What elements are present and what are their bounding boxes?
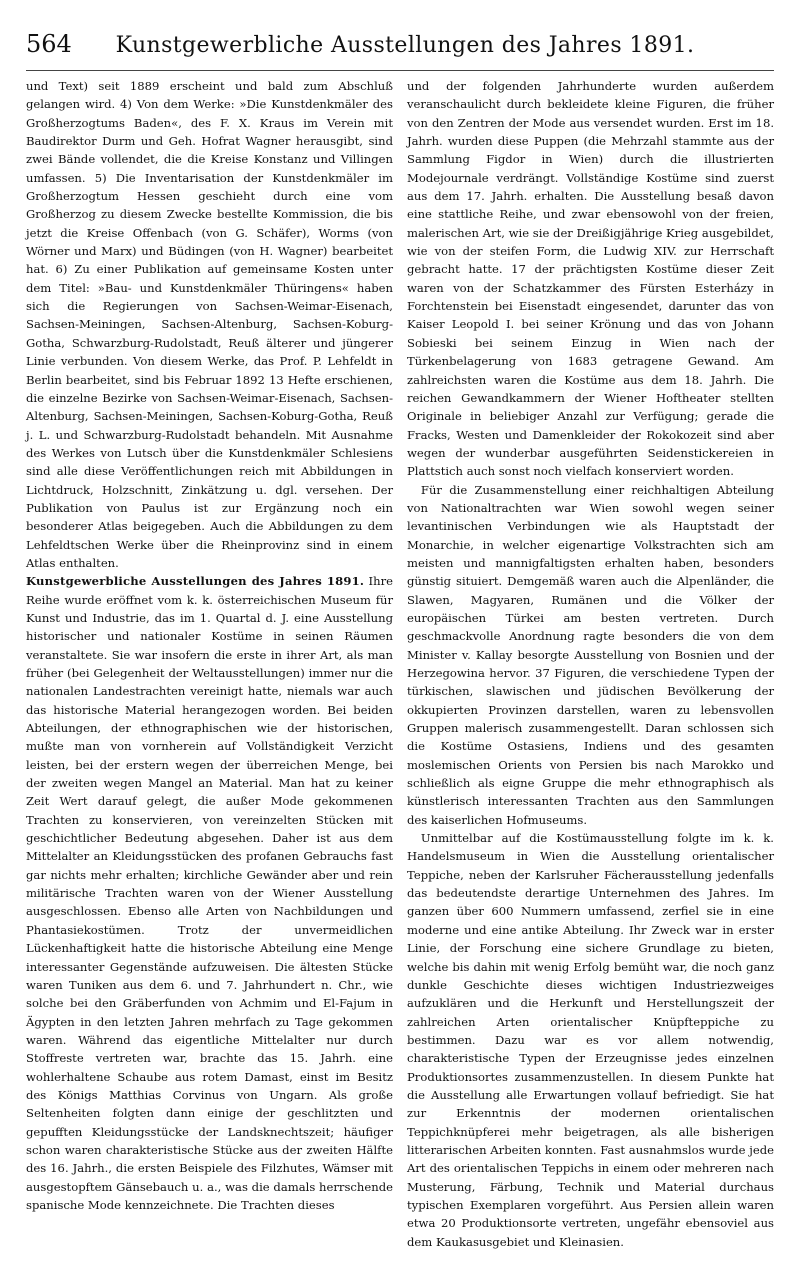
paragraph: Unmittelbar auf die Kostümausstellung folgte im k. k. Handelsmuseum in Wien die Ausstellung orientalischer Teppiche, neben der Karlsruher Fächerausstellung jedenfalls das bedeutendste derartige Unternehmen des Jahres. Im ganzen über 600 Nummern umfassend, zerfiel sie in eine moderne und eine antike Abteilung. Ihr Zweck war in erster Linie, der Forschung eine sichere Grundlage zu bieten, welche bis dahin mit wenig Erfolg bemüht war, die noch ganz dunkle Geschichte dieses wichtigen Industriezweiges aufzuklären und die Herkunft und Herstellungszeit der zahlreichen Arten orientalischer Knüpfteppiche zu bestimmen. Dazu war es vor allem notwendig, charakteristische Typen der Erzeugnisse jedes einzelnen Produktionsortes zusammenzustellen. In diesem Punkte hat die Ausstellung alle Erwartungen vollauf befriedigt. Sie hat zur Erkenntnis der modernen orientalischen Teppichknüpferei mehr beigetragen, als alle bisherigen litterarischen Arbeiten konnten. Fast ausnahmslos wurde jede Art des orientalischen Teppichs in einem oder mehreren nach Musterung, Färbung, Technik und Material durchaus typischen Exemplaren vorgeführt. Aus Persien allein waren etwa 20 Produktionsorte vertreten, ungefähr ebensoviel aus dem Kaukasusgebiet und Kleinasien. xyxy=(407,831,774,1249)
paragraph: Für die Zusammenstellung einer reichhaltigen Abteilung von Nationaltrachten war Wien sowohl wegen seiner levantinischen Verbindungen wie als Hauptstadt der Monarchie, in welcher eigenartige Volkstrachten sich am meisten und mannigfaltigsten erhalten haben, besonders günstig situiert. Demgemäß waren auch die Alpenländer, die Slawen, Magyaren, Rumänen und die Völker der europäischen Türkei am besten vertreten. Durch geschmackvolle Anordnung ragte besonders die von dem Minister v. Kallay besorgte Ausstellung von Bosnien und der Herzegowina hervor. 37 Figuren, die verschiedene Typen der türkischen, slawischen und jüdischen Bevölkerung der okkupierten Provinzen darstellen, waren zu lebensvollen Gruppen malerisch zusammengestellt. Daran schlossen sich die Kostüme Ostasiens, Indiens und des gesamten moslemischen Orients von Persien bis nach Marokko und schließlich als eigne Gruppe die mehr ethnographisch als künstlerisch interessanten Trachten aus den Sammlungen des kaiserlichen Hofmuseums. xyxy=(407,482,774,827)
right-column xyxy=(407,77,774,1251)
section-heading: Kunstgewerbliche Ausstellungen des Jahres 1891. xyxy=(26,574,365,589)
section-paragraph xyxy=(26,572,393,1214)
paragraph-text: Ihre Reihe wurde eröffnet vom k. k. österreichischen Museum für Kunst und Industrie, das im 1. Quartal d. J. eine Ausstellung historischer und nationaler Kostüme in seinen Räumen veranstaltete. Sie war insofern die erste in ihrer Art, als man früher (bei Gelegenheit der Weltausstellungen) immer nur die nationalen Landestrachten vereinigt hatte, niemals war auch das historische Material herangezogen worden. Bei beiden Abteilungen, der ethnographischen wie der historischen, mußte man von vornherein auf Vollständigkeit Verzicht leisten, bei der erstern wegen der überreichen Menge, bei der zweiten wegen Mangel an Material. Man hat zu keiner Zeit Wert darauf gelegt, die außer Mode gekommenen Trachten zu konservieren, von vereinzelten Stücken mit geschichtlicher Bedeutung abgesehen. Daher ist aus dem Mittelalter an Kleidungsstücken des profanen Gebrauchs fast gar nichts mehr erhalten; kirchliche Gewänder aber und rein militärische Trachten waren von der Wiener Ausstellung ausgeschlossen. Ebenso alle Arten von Nachbildungen und Phantasiekostümen. Trotz der unvermeidlichen Lückenhaftigkeit hatte die historische Abteilung eine Menge interessanter Gegenstände aufzuweisen. Die ältesten Stücke waren Tuniken aus dem 6. und 7. Jahrhundert n. Chr., wie solche bei den Gräberfunden von Achmim und El-Fajum in Ägypten in den letzten Jahren mehrfach zu Tage gekommen waren. Während das eigentliche Mittelalter nur durch Stoffreste vertreten war, brachte das 15. Jahrh. eine wohlerhaltene Schaube aus rotem Damast, einst im Besitz des Königs Matthias Corvinus von Ungarn. Als große Seltenheiten folgten dann einige der geschlitzten und gepufften Kleidungsstücke der Landsknechtszeit; häufiger schon waren charakteristische Stücke aus der zweiten Hälfte des 16. Jahrh., die ersten Beispiele des Filzhutes, Wämser mit ausgestopftem Gänsebauch u. a., was die damals herrschende spanische Mode kennzeichnete. Die Trachten dieses xyxy=(26,574,393,1212)
page-number: 564 xyxy=(26,30,72,58)
paragraph: und Text) seit 1889 erscheint und bald zum Abschluß gelangen wird. 4) Von dem Werke: »Die Kunstdenkmäler des Großherzogtums Baden«, des F. X. Kraus im Verein mit Baudirektor Durm und Geh. Hofrat Wagner herausgibt, sind zwei Bände vollendet, die die Kreise Konstanz und Villingen umfassen. 5) Die Inventarisation der Kunstdenkmäler im Großherzogtum Hessen geschieht durch eine vom Großherzog zu diesem Zwecke bestellte Kommission, die bis jetzt die Kreise Offenbach (von G. Schäfer), Worms (von Wörner und Marx) und Büdingen (von H. Wagner) bearbeitet hat. 6) Zu einer Publikation auf gemeinsame Kosten unter dem Titel: »Bau- und Kunstdenkmäler Thüringens« haben sich die Regierungen von Sachsen-Weimar-Eisenach, Sachsen-Meiningen, Sachsen-Altenburg, Sachsen-Koburg-Gotha, Schwarzburg-Rudolstadt, Reuß älterer und jüngerer Linie verbunden. Von diesem Werke, das Prof. P. Lehfeldt in Berlin bearbeitet, sind bis Februar 1892 13 Hefte erschienen, die einzelne Bezirke von Sachsen-Weimar-Eisenach, Sachsen-Altenburg, Sachsen-Meiningen, Sachsen-Koburg-Gotha, Reuß j. L. und Schwarzburg-Rudolstadt behandeln. Mit Ausnahme des Werkes von Lutsch über die Kunstdenkmäler Schlesiens sind alle diese Veröffentlichungen reich mit Abbildungen in Lichtdruck, Holzschnitt, Zinkätzung u. dgl. versehen. Der Publikation von Paulus ist zur Ergänzung noch ein besonderer Atlas beigegeben. Auch die Abbildungen zu dem Lehfeldtschen Werke über die Rheinprovinz sind in einem Atlas enthalten. xyxy=(26,79,393,570)
running-title: Kunstgewerbliche Ausstellungen des Jahres 1891. xyxy=(115,33,695,58)
paragraph: und der folgenden Jahrhunderte wurden außerdem veranschaulicht durch bekleidete kleine Figuren, die früher von den Zentren der Mode aus versendet wurden. Erst im 18. Jahrh. wurden diese Puppen (die Mehrzahl stammte aus der Sammlung Figdor in Wien) durch die illustrierten Modejournale verdrängt. Vollständige Kostüme sind zuerst aus dem 17. Jahrh. erhalten. Die Ausstellung besaß davon eine stattliche Reihe, und zwar ebensowohl von der freien, malerischen Art, wie sie der Dreißigjährige Krieg ausgebildet, wie von der steifen Form, die Ludwig XIV. zur Herrschaft gebracht hatte. 17 der prächtigsten Kostüme dieser Zeit waren von der Schatzkammer des Fürsten Esterházy in Forchtenstein bei Eisenstadt eingesendet, darunter das von Kaiser Leopold I. bei seiner Krönung und das von Johann Sobieski bei seinem Einzug in Wien nach der Türkenbelagerung von 1683 getragene Gewand. Am zahlreichsten waren die Kostüme aus dem 18. Jahrh. Die reichen Gewandkammern der Wiener Hoftheater stellten Originale in beliebiger Anzahl zur Verfügung; gerade die Fracks, Westen und Damenkleider der Rokokozeit sind aber wegen der wunderbar ausgeführten Seidenstickereien in Plattstich auch sonst noch vielfach konserviert worden. xyxy=(407,79,774,479)
left-column xyxy=(26,77,393,1251)
text-columns xyxy=(26,77,774,1251)
page-header xyxy=(26,30,774,71)
